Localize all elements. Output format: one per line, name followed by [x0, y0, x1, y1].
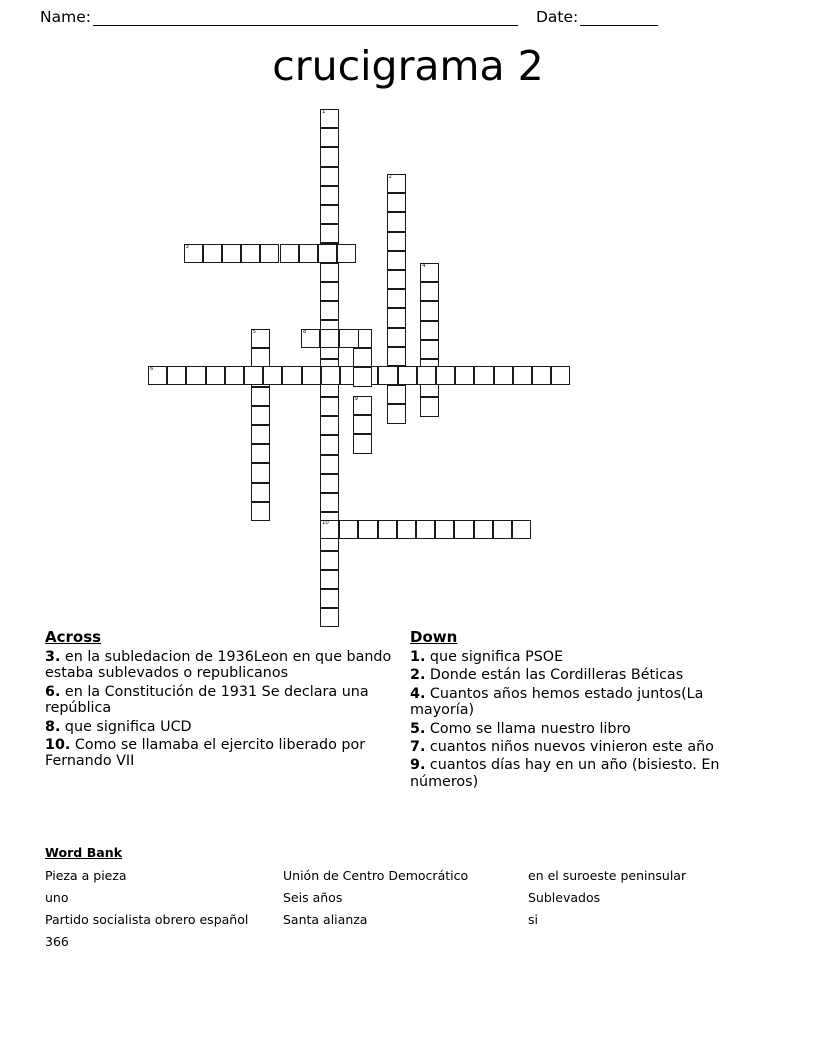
grid-cell[interactable]: [251, 406, 270, 425]
grid-cell[interactable]: [320, 416, 339, 435]
down-clues-column: [410, 628, 755, 792]
clue-number: 5.: [410, 720, 426, 737]
grid-cell[interactable]: [513, 366, 532, 385]
clue-down-9: [410, 757, 755, 790]
grid-cell[interactable]: [320, 205, 339, 224]
grid-cell[interactable]: [339, 520, 358, 539]
clue-across-8: [45, 719, 397, 735]
date-label: Date:: [535, 8, 579, 26]
grid-cell[interactable]: [320, 397, 339, 416]
grid-cell[interactable]: [320, 551, 339, 570]
clue-across-3: [45, 649, 397, 682]
grid-cell[interactable]: [353, 434, 372, 453]
clue-number: 4.: [410, 685, 426, 702]
grid-cell-number: 9: [354, 396, 358, 402]
grid-cell[interactable]: [420, 263, 439, 282]
clue-text: cuantos días hay en un año (bisiesto. En números): [410, 757, 720, 790]
grid-cell[interactable]: [474, 520, 493, 539]
grid-cell[interactable]: [301, 329, 320, 348]
grid-cell[interactable]: [378, 520, 397, 539]
grid-cell-number: 6: [150, 365, 154, 372]
grid-cell[interactable]: [420, 321, 439, 340]
grid-cell[interactable]: [184, 244, 203, 263]
grid-cell[interactable]: [320, 493, 339, 512]
word-bank-word: en el suroeste peninsular: [528, 868, 687, 883]
grid-cell[interactable]: [320, 167, 339, 186]
grid-cell[interactable]: [251, 387, 270, 406]
word-bank-word: 366: [45, 934, 69, 949]
clue-text: Como se llama nuestro libro: [425, 720, 631, 737]
grid-cell[interactable]: [282, 366, 301, 385]
grid-cell[interactable]: [203, 244, 222, 263]
word-bank-empty: [283, 933, 528, 950]
grid-cell[interactable]: [387, 328, 406, 347]
clues-section: [0, 628, 816, 843]
grid-cell[interactable]: [241, 244, 260, 263]
across-clues-column: [45, 628, 397, 772]
word-bank-word: Partido socialista obrero español: [45, 912, 249, 927]
grid-cell[interactable]: [353, 367, 372, 386]
grid-cell[interactable]: [387, 347, 406, 366]
word-bank-word: si: [528, 912, 538, 927]
grid-cell[interactable]: [251, 444, 270, 463]
grid-cell-number: 2: [388, 174, 392, 180]
grid-cell[interactable]: [358, 520, 377, 539]
grid-cell[interactable]: [353, 396, 372, 415]
clue-down-5: [410, 721, 755, 737]
grid-cell[interactable]: [320, 147, 339, 166]
grid-cell[interactable]: [321, 366, 340, 385]
clue-down-1: [410, 649, 755, 665]
grid-cell[interactable]: [493, 520, 512, 539]
grid-cell[interactable]: [302, 366, 321, 385]
word-bank-word: Santa alianza: [283, 912, 368, 927]
grid-cell[interactable]: [251, 502, 270, 521]
clue-text: que significa PSOE: [425, 649, 564, 665]
grid-cell[interactable]: [387, 404, 406, 423]
grid-cell[interactable]: [420, 301, 439, 320]
grid-cell[interactable]: [320, 329, 339, 348]
grid-cell[interactable]: [532, 366, 551, 385]
grid-cell-number: 5: [252, 329, 256, 335]
grid-cell[interactable]: [320, 474, 339, 493]
clue-number: 8.: [45, 718, 61, 735]
clue-text: que significa UCD: [60, 718, 192, 735]
grid-cell[interactable]: [387, 270, 406, 289]
grid-cell[interactable]: [263, 366, 282, 385]
grid-cell[interactable]: [225, 366, 244, 385]
grid-cell[interactable]: [398, 366, 417, 385]
grid-cell[interactable]: [320, 109, 339, 128]
grid-cell[interactable]: [299, 244, 318, 263]
grid-cell[interactable]: [435, 520, 454, 539]
grid-cell[interactable]: [387, 212, 406, 231]
grid-cell[interactable]: [420, 282, 439, 301]
clue-across-10: [45, 737, 397, 770]
grid-cell[interactable]: [320, 435, 339, 454]
grid-cell[interactable]: [251, 329, 270, 348]
grid-cell[interactable]: [320, 282, 339, 301]
clue-number: 2.: [410, 667, 426, 684]
grid-cell[interactable]: [387, 232, 406, 251]
clue-number: 1.: [410, 649, 426, 665]
clue-number: 3.: [45, 649, 61, 665]
clue-number: 7.: [410, 739, 426, 756]
grid-cell[interactable]: [474, 366, 493, 385]
grid-cell[interactable]: [436, 366, 455, 385]
grid-cell[interactable]: [244, 366, 263, 385]
grid-cell[interactable]: [251, 463, 270, 482]
grid-cell[interactable]: [339, 329, 358, 348]
grid-cell[interactable]: [320, 301, 339, 320]
clue-text: Donde están las Cordilleras Béticas: [425, 667, 684, 684]
grid-cell[interactable]: [455, 366, 474, 385]
grid-cell[interactable]: [397, 520, 416, 539]
grid-cell-number: 8: [303, 329, 307, 335]
grid-cell[interactable]: [420, 340, 439, 359]
grid-cell[interactable]: [387, 251, 406, 270]
clue-text: en la Constitución de 1931 Se declara una república: [45, 683, 369, 717]
grid-cell[interactable]: [260, 244, 279, 263]
down-clue-list: [410, 649, 755, 790]
grid-cell[interactable]: [318, 244, 337, 263]
grid-cell[interactable]: [320, 608, 339, 627]
grid-cell[interactable]: [417, 366, 436, 385]
grid-cell[interactable]: [206, 366, 225, 385]
clue-down-7: [410, 739, 755, 755]
grid-cell[interactable]: [551, 366, 570, 385]
grid-cell-number: 4: [422, 263, 426, 269]
clue-text: en la subledacion de 1936Leon en que bando estaba sublevados o republicanos: [45, 649, 392, 682]
word-bank-word: uno: [45, 890, 69, 905]
clue-number: 9.: [410, 757, 426, 774]
clue-down-4: [410, 686, 755, 719]
word-bank-word: Seis años: [283, 890, 343, 905]
page-title: crucigrama 2: [272, 42, 544, 90]
down-heading: Down: [410, 628, 458, 646]
grid-cell[interactable]: [512, 520, 531, 539]
grid-cell[interactable]: [251, 425, 270, 444]
grid-cell[interactable]: [222, 244, 241, 263]
across-clue-list: [45, 649, 397, 770]
grid-cell-number: 1: [322, 109, 326, 115]
grid-cell[interactable]: [387, 174, 406, 193]
grid-cell[interactable]: [353, 348, 372, 367]
name-label: Name:: [40, 8, 91, 26]
grid-cell[interactable]: [387, 289, 406, 308]
grid-cell-number: 10: [322, 519, 329, 526]
grid-cell[interactable]: [320, 589, 339, 608]
grid-cell[interactable]: [148, 366, 167, 385]
grid-cell[interactable]: [387, 308, 406, 327]
clue-number: 10.: [45, 737, 71, 754]
grid-cell[interactable]: [420, 397, 439, 416]
grid-cell[interactable]: [337, 244, 356, 263]
grid-cell[interactable]: [494, 366, 513, 385]
word-bank-empty: [528, 933, 765, 950]
grid-cell-number: 3: [185, 243, 189, 250]
grid-cell[interactable]: [167, 366, 186, 385]
grid-cell[interactable]: [320, 128, 339, 147]
grid-cell[interactable]: [320, 186, 339, 205]
clue-text: Cuantos años hemos estado juntos(La mayoría): [410, 685, 704, 719]
word-bank-word: Sublevados: [528, 890, 601, 905]
word-bank-word: Pieza a pieza: [45, 868, 127, 883]
across-heading: Across: [45, 628, 102, 646]
grid-cell[interactable]: [320, 263, 339, 282]
clue-down-2: [410, 667, 755, 683]
grid-cell[interactable]: [320, 455, 339, 474]
grid-cell[interactable]: [387, 193, 406, 212]
word-bank-heading: Word Bank: [45, 845, 123, 860]
grid-cell[interactable]: [454, 520, 473, 539]
grid-cell[interactable]: [378, 366, 397, 385]
grid-cell[interactable]: [387, 385, 406, 404]
clue-across-6: [45, 684, 397, 717]
word-bank-section: [45, 845, 765, 950]
clue-text: Como se llamaba el ejercito liberado por Fernando VII: [45, 737, 366, 770]
grid-cell[interactable]: [320, 570, 339, 589]
grid-cell[interactable]: [186, 366, 205, 385]
word-bank-grid: [45, 867, 765, 950]
grid-cell[interactable]: [280, 244, 299, 263]
clue-text: cuantos niños nuevos vinieron este año: [425, 739, 714, 756]
grid-cell[interactable]: [416, 520, 435, 539]
grid-cell[interactable]: [251, 348, 270, 367]
clue-number: 6.: [45, 683, 61, 700]
grid-cell[interactable]: [320, 224, 339, 243]
grid-cell[interactable]: [320, 520, 339, 539]
grid-cell[interactable]: [251, 483, 270, 502]
word-bank-word: Unión de Centro Democrático: [283, 868, 469, 883]
grid-cell[interactable]: [353, 415, 372, 434]
